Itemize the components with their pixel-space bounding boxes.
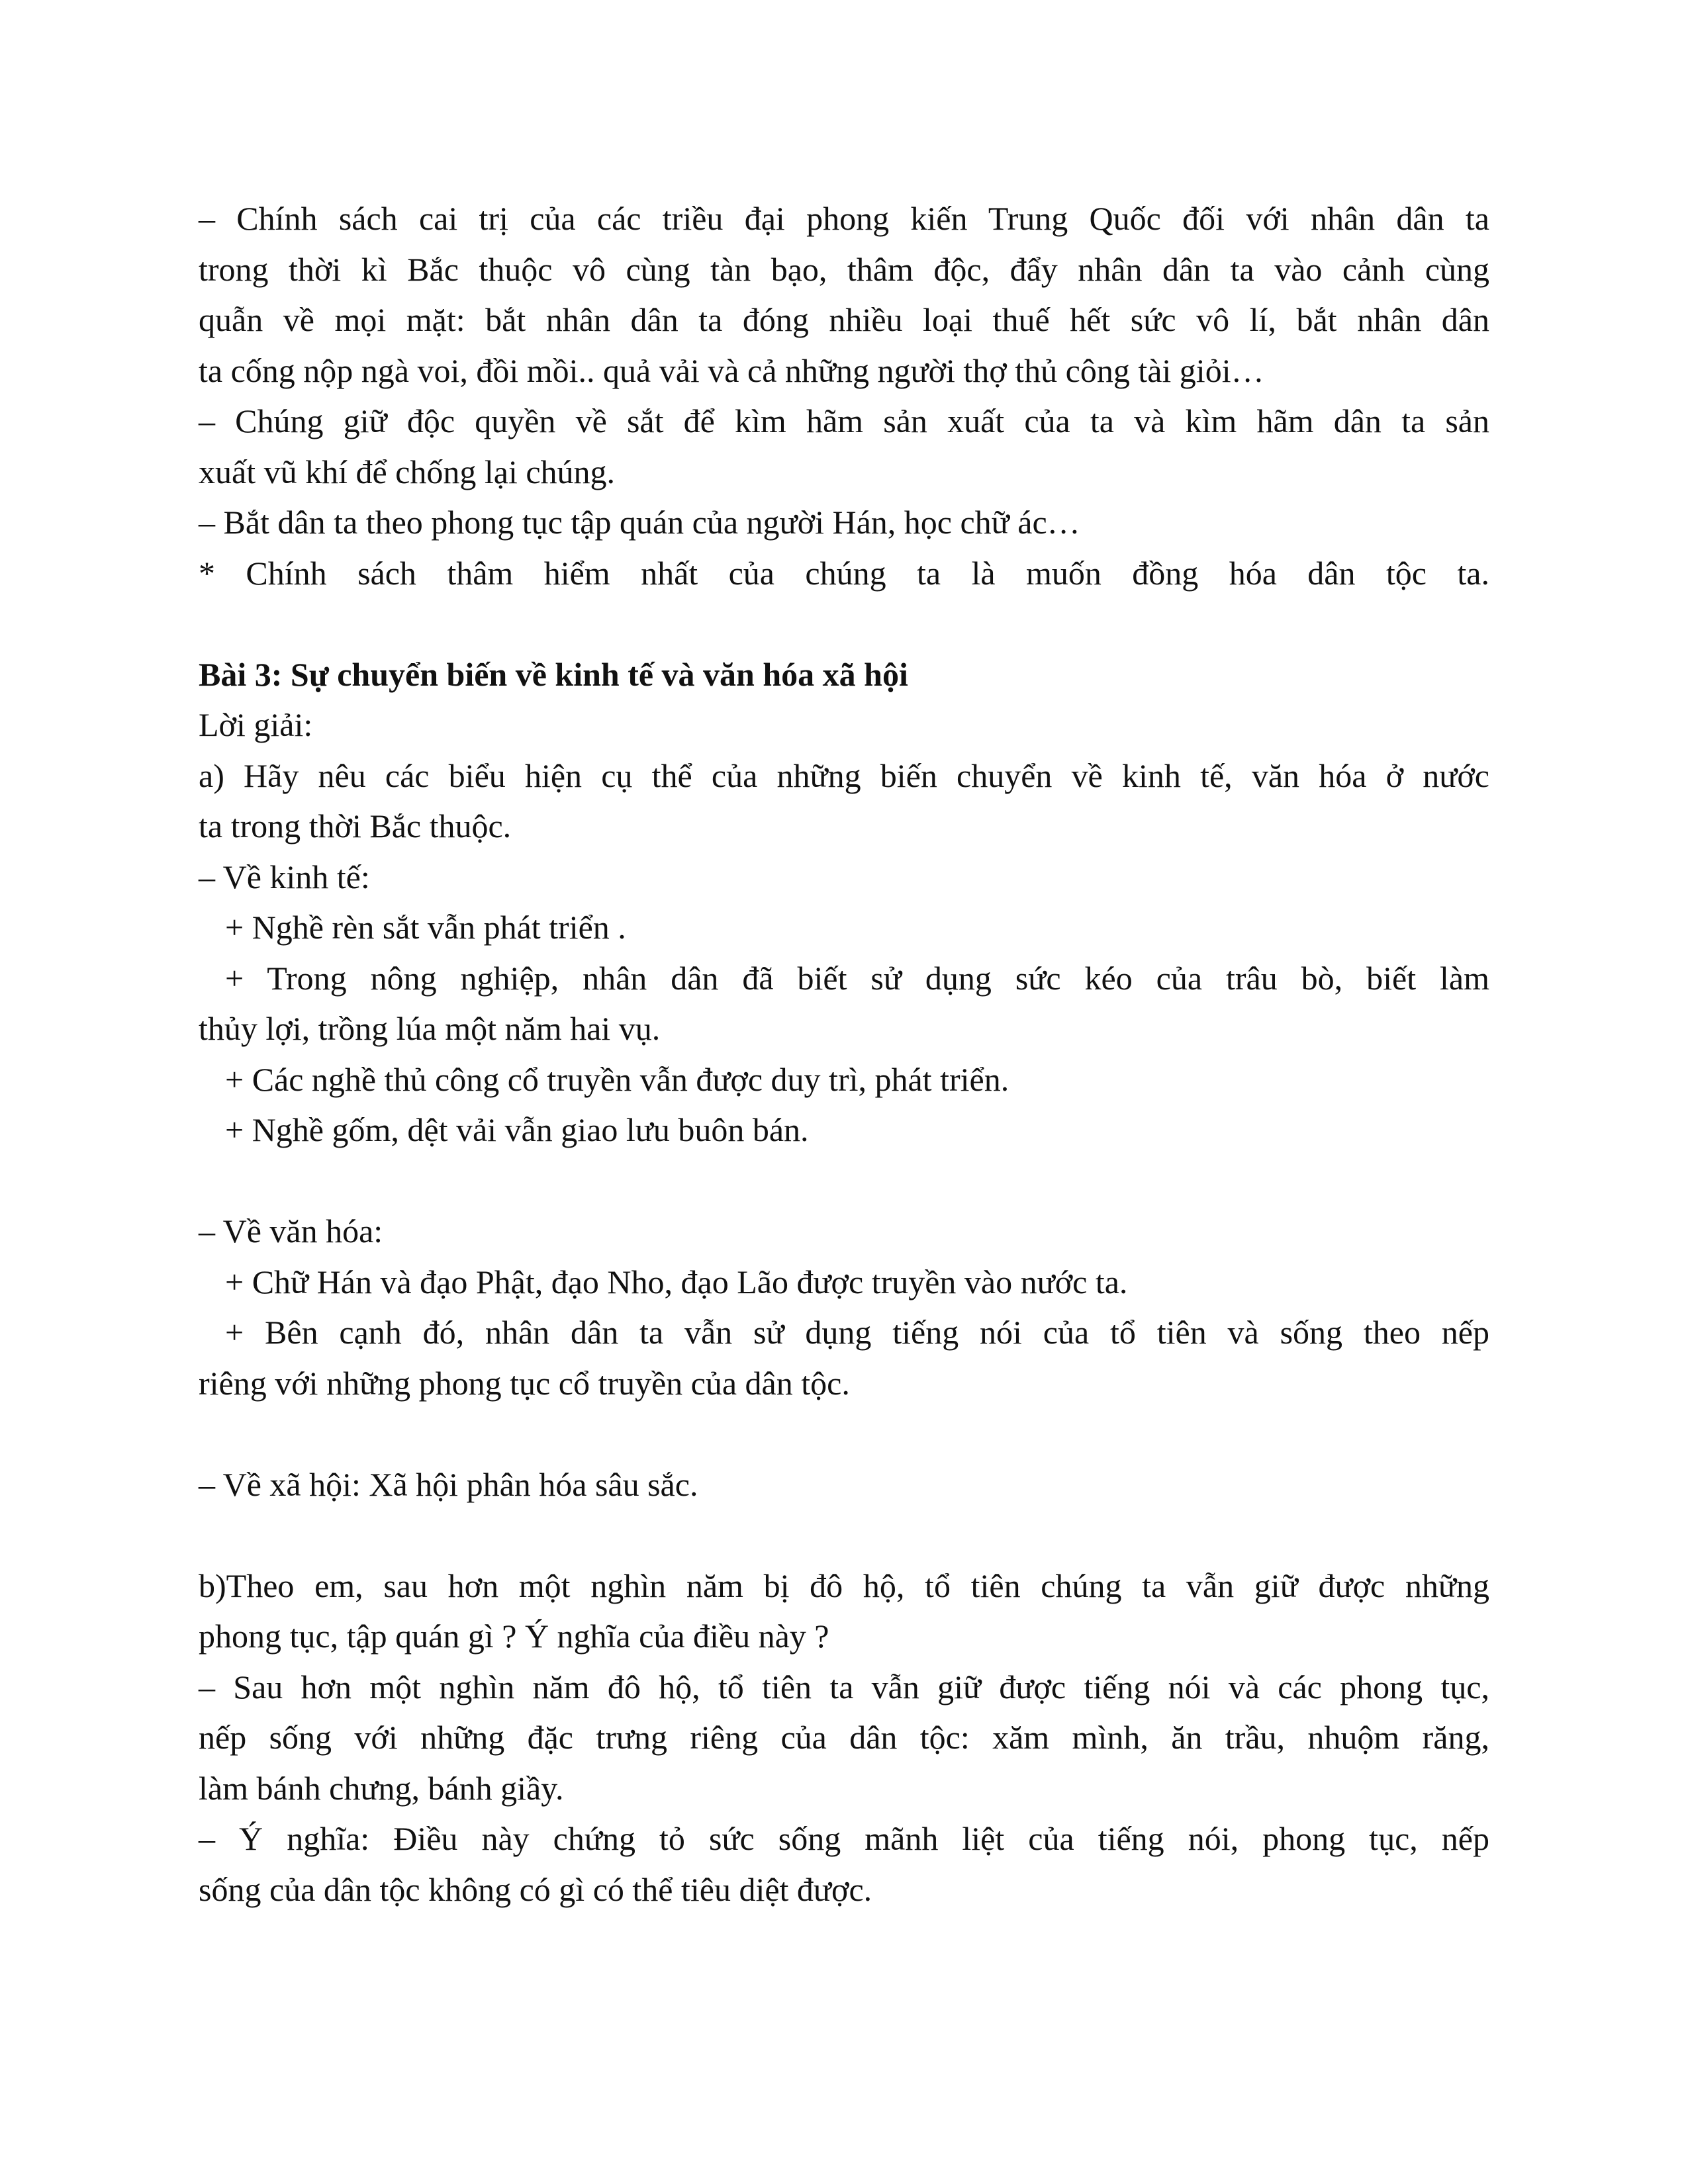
text-line: b)Theo em, sau hơn một nghìn năm bị đô hộ, tổ tiên chúng ta vẫn giữ được những xyxy=(199,1567,1489,1604)
text-line: sống của dân tộc không có gì có thể tiêu diệt được. xyxy=(199,1870,872,1908)
intro-paragraph-3: – Bắt dân ta theo phong tục tập quán của người Hán, học chữ ác… xyxy=(199,504,1080,541)
culture-item: + Bên cạnh đó, nhân dân ta vẫn sử dụng tiếng nói của tổ tiên và sống theo nếp xyxy=(225,1314,1489,1351)
economy-item: + Nghề gốm, dệt vải vẫn giao lưu buôn bán. xyxy=(225,1111,809,1148)
lesson-3-heading: Bài 3: Sự chuyển biến về kinh tế và văn hóa xã hội xyxy=(199,655,908,693)
culture-section xyxy=(199,1206,1489,1408)
text-line: phong tục, tập quán gì ? Ý nghĩa của điều này ? xyxy=(199,1617,829,1655)
spacer xyxy=(199,598,1489,649)
economy-item: + Trong nông nghiệp, nhân dân đã biết sử dụng sức kéo của trâu bò, biết làm xyxy=(225,959,1489,997)
economy-section xyxy=(199,852,1489,1156)
text-line: – Chúng giữ độc quyền về sắt để kìm hãm sản xuất của ta và kìm hãm dân ta sản xyxy=(199,402,1489,439)
text-line: ta trong thời Bắc thuộc. xyxy=(199,807,512,844)
intro-paragraph-2 xyxy=(199,396,1489,497)
culture-item-continued: riêng với những phong tục cổ truyền của dân tộc. xyxy=(199,1364,850,1402)
economy-item: + Nghề rèn sắt vẫn phát triển . xyxy=(225,909,626,946)
text-line: – Sau hơn một nghìn năm đô hộ, tổ tiên ta vẫn giữ được tiếng nói và các phong tục, xyxy=(199,1668,1489,1706)
text-line: nếp sống với những đặc trưng riêng của dân tộc: xăm mình, ăn trầu, nhuộm răng, xyxy=(199,1719,1489,1756)
economy-item-continued: thủy lợi, trồng lúa một năm hai vụ. xyxy=(199,1010,661,1047)
intro-paragraph-1 xyxy=(199,193,1489,396)
answer-b-paragraph-1 xyxy=(199,1662,1489,1814)
text-line: – Ý nghĩa: Điều này chứng tỏ sức sống mãnh liệt của tiếng nói, phong tục, nếp xyxy=(199,1820,1489,1857)
spacer xyxy=(199,1156,1489,1206)
culture-heading: – Về văn hóa: xyxy=(199,1212,383,1250)
text-line: a) Hãy nêu các biểu hiện cụ thể của những biến chuyển về kinh tế, văn hóa ở nước xyxy=(199,756,1489,794)
text-line: trong thời kì Bắc thuộc vô cùng tàn bạo, thâm độc, đẩy nhân dân ta vào cảnh cùng xyxy=(199,250,1489,288)
culture-item: + Chữ Hán và đạo Phật, đạo Nho, đạo Lão được truyền vào nước ta. xyxy=(225,1263,1128,1300)
text-line: ta cống nộp ngà voi, đồi mồi.. quả vải và cả những người thợ thủ công tài giỏi… xyxy=(199,351,1264,389)
intro-paragraph-4: * Chính sách thâm hiểm nhất của chúng ta là muốn đồng hóa dân tộc ta. xyxy=(199,554,1489,592)
question-a xyxy=(199,751,1489,852)
spacer xyxy=(199,1510,1489,1561)
answer-label: Lời giải: xyxy=(199,706,313,743)
society-section: – Về xã hội: Xã hội phân hóa sâu sắc. xyxy=(199,1465,698,1503)
economy-item: + Các nghề thủ công cổ truyền vẫn được duy trì, phát triển. xyxy=(225,1060,1009,1098)
spacer xyxy=(199,1408,1489,1459)
text-line: xuất vũ khí để chống lại chúng. xyxy=(199,453,616,490)
text-line: quẫn về mọi mặt: bắt nhân dân ta đóng nhiều loại thuế hết sức vô lí, bắt nhân dân xyxy=(199,301,1489,338)
document-page xyxy=(199,193,1489,1915)
economy-heading: – Về kinh tế: xyxy=(199,858,370,895)
text-line: làm bánh chưng, bánh giầy. xyxy=(199,1769,564,1807)
text-line: – Chính sách cai trị của các triều đại phong kiến Trung Quốc đối với nhân dân ta xyxy=(199,200,1489,237)
answer-b-paragraph-2 xyxy=(199,1813,1489,1915)
question-b xyxy=(199,1561,1489,1662)
